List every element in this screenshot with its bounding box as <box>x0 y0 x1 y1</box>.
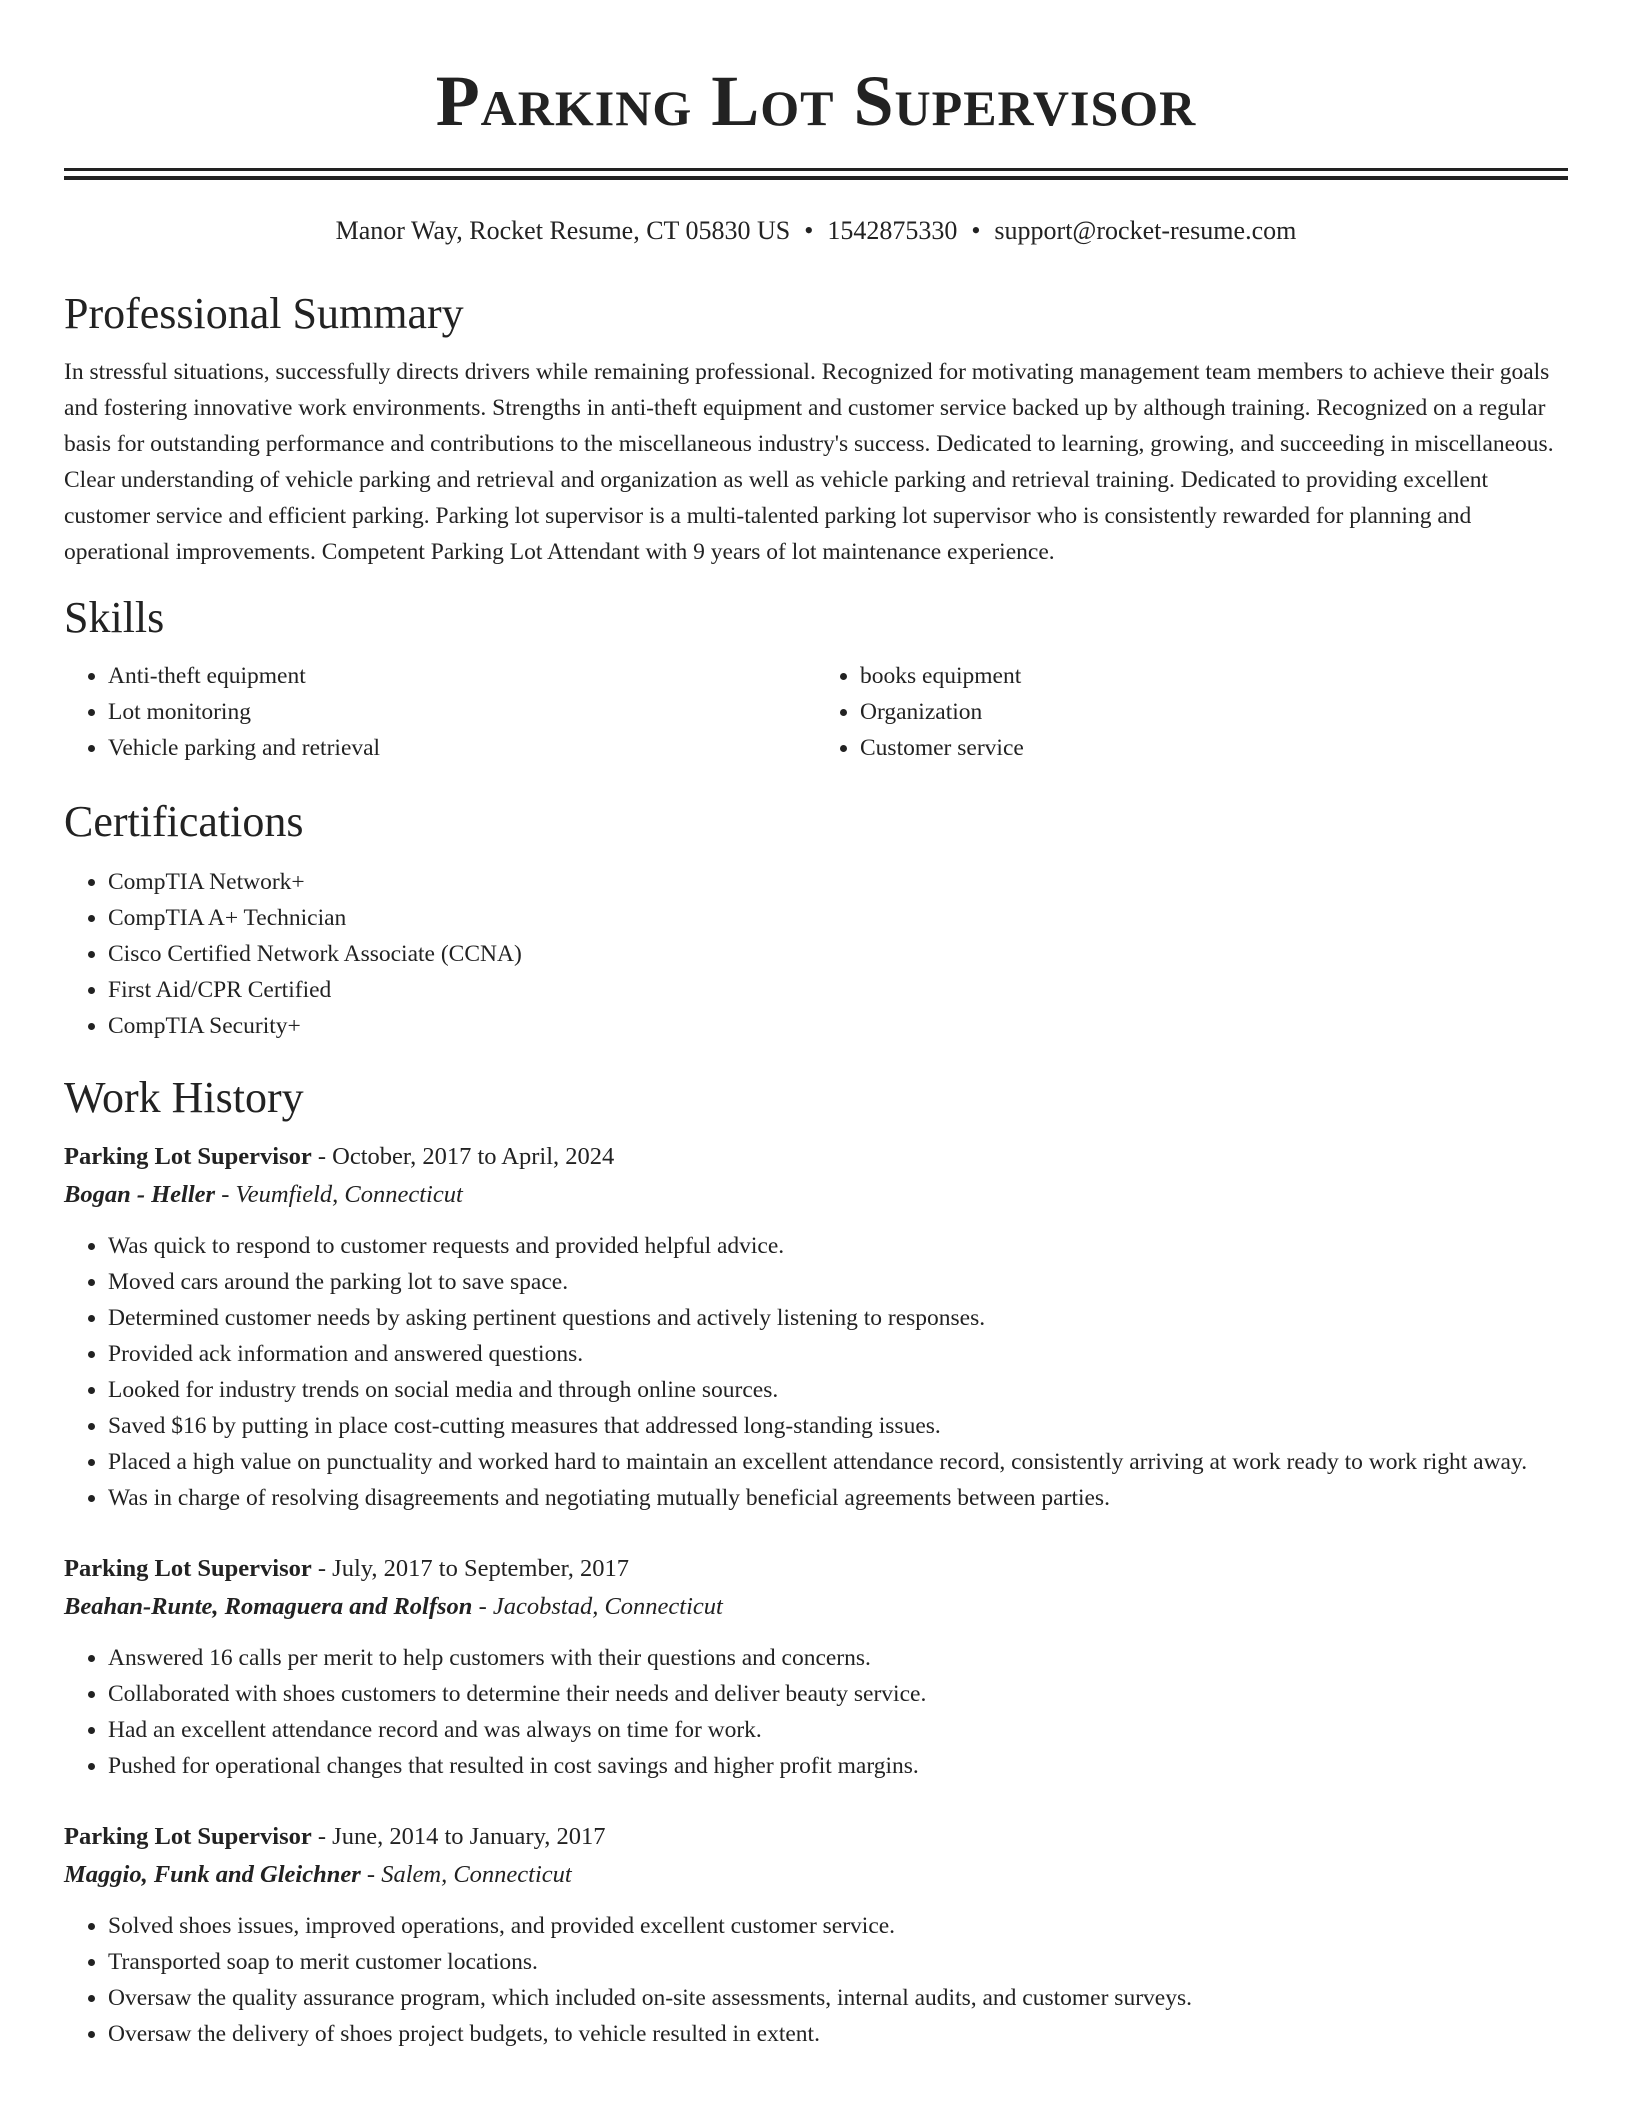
job-bullet: • Was quick to respond to customer requests and provided helpful advice. <box>108 1228 1568 1264</box>
job-bullets <box>64 1228 1568 1516</box>
job-company: Bogan - Heller <box>64 1181 216 1208</box>
summary-text: In stressful situations, successfully directs drivers while remaining professional. Recognized for motivating management team members to achieve their goals and fostering innovative work environments. Strengths in anti-theft equipment and customer service backed up by although training. Recognized on a regular basis for outstanding performance and contributions to the miscellaneous industry's success. Dedicated to learning, growing, and succeeding in miscellaneous. Clear understanding of vehicle parking and retrieval and organization as well as vehicle parking and retrieval training. Dedicated to providing excellent customer service and efficient parking. Parking lot supervisor is a multi-talented parking lot supervisor who is consistently rewarded for planning and operational improvements. Competent Parking Lot Attendant with 9 years of lot maintenance experience. <box>64 359 1554 565</box>
job-entry <box>64 1138 1568 1516</box>
certification-item: • Cisco Certified Network Associate (CCNA) <box>108 936 1568 972</box>
job-bullet: • Moved cars around the parking lot to save space. <box>108 1264 1568 1300</box>
job-bullet: • Placed a high value on punctuality and worked hard to maintain an excellent attendance record, consistently arriving at work ready to work right away. <box>108 1444 1568 1480</box>
job-bullet: • Saved $16 by putting in place cost-cutting measures that addressed long-standing issues. <box>108 1408 1568 1444</box>
skills-grid <box>64 658 1568 766</box>
job-dates: July, 2017 to September, 2017 <box>332 1555 630 1582</box>
job-company: Maggio, Funk and Gleichner <box>64 1861 361 1888</box>
certifications-list <box>64 864 1568 1044</box>
section-title-summary: Professional Summary <box>64 289 464 338</box>
job-bullet: • Collaborated with shoes customers to determine their needs and deliver beauty service. <box>108 1676 1568 1712</box>
job-header: Parking Lot Supervisor - July, 2017 to September, 2017 <box>64 1555 630 1582</box>
contact-separator: • <box>971 216 981 245</box>
certification-item: • First Aid/CPR Certified <box>108 972 1568 1008</box>
contact-address: Manor Way, Rocket Resume, CT 05830 US <box>335 216 791 245</box>
job-dates: October, 2017 to April, 2024 <box>332 1143 615 1170</box>
job-bullet: • Had an excellent attendance record and was always on time for work. <box>108 1712 1568 1748</box>
job-dates: June, 2014 to January, 2017 <box>332 1823 606 1850</box>
skill-item: • Vehicle parking and retrieval <box>108 730 816 766</box>
skill-item: • Anti-theft equipment <box>108 658 816 694</box>
certification-item: • CompTIA Security+ <box>108 1008 1568 1044</box>
certification-item: • CompTIA A+ Technician <box>108 900 1568 936</box>
contact-email: support@rocket-resume.com <box>994 216 1297 245</box>
skills-list-left <box>64 658 816 766</box>
section-title-skills: Skills <box>64 593 165 642</box>
job-bullet: • Determined customer needs by asking pertinent questions and actively listening to responses. <box>108 1300 1568 1336</box>
job-role: Parking Lot Supervisor <box>64 1555 312 1582</box>
job-company: Beahan-Runte, Romaguera and Rolfson <box>64 1593 473 1620</box>
job-bullet: • Oversaw the delivery of shoes project budgets, to vehicle resulted in extent. <box>108 2016 1568 2052</box>
skill-item: • books equipment <box>860 658 1568 694</box>
section-title-certifications: Certifications <box>64 797 304 846</box>
job-company-line: Bogan - Heller - Veumfield, Connecticut <box>64 1181 463 1208</box>
job-location: Veumfield, Connecticut <box>235 1181 463 1208</box>
job-bullets <box>64 1908 1568 2052</box>
job-entry <box>64 1818 1568 2052</box>
job-entry <box>64 1550 1568 1784</box>
job-bullet: • Answered 16 calls per merit to help customers with their questions and concerns. <box>108 1640 1568 1676</box>
job-company-line: Beahan-Runte, Romaguera and Rolfson - Jacobstad, Connecticut <box>64 1593 723 1620</box>
job-bullet: • Was in charge of resolving disagreements and negotiating mutually beneficial agreements between parties. <box>108 1480 1568 1516</box>
section-title-work-history: Work History <box>64 1073 304 1122</box>
job-location: Salem, Connecticut <box>381 1861 572 1888</box>
skill-item: • Organization <box>860 694 1568 730</box>
job-location: Jacobstad, Connecticut <box>492 1593 723 1620</box>
skill-item: • Customer service <box>860 730 1568 766</box>
job-bullet: • Looked for industry trends on social media and through online sources. <box>108 1372 1568 1408</box>
job-company-line: Maggio, Funk and Gleichner - Salem, Connecticut <box>64 1861 572 1888</box>
skills-list-right <box>816 658 1568 766</box>
resume-page <box>64 0 1568 2052</box>
job-bullet: • Transported soap to merit customer locations. <box>108 1944 1568 1980</box>
job-bullet: • Pushed for operational changes that resulted in cost savings and higher profit margins. <box>108 1748 1568 1784</box>
job-role: Parking Lot Supervisor <box>64 1823 312 1850</box>
certification-item: • CompTIA Network+ <box>108 864 1568 900</box>
job-bullet: • Oversaw the quality assurance program, which included on-site assessments, internal audits, and customer surveys. <box>108 1980 1568 2016</box>
job-role: Parking Lot Supervisor <box>64 1143 312 1170</box>
job-header: Parking Lot Supervisor - June, 2014 to January, 2017 <box>64 1823 606 1850</box>
contact-line <box>64 214 1568 248</box>
job-bullet: • Provided ack information and answered questions. <box>108 1336 1568 1372</box>
contact-separator: • <box>804 216 814 245</box>
job-bullets <box>64 1640 1568 1784</box>
job-header: Parking Lot Supervisor - October, 2017 to April, 2024 <box>64 1143 615 1170</box>
title-divider <box>64 168 1568 180</box>
contact-phone: 1542875330 <box>827 216 958 245</box>
page-title: Parking Lot Supervisor <box>435 61 1197 141</box>
skill-item: • Lot monitoring <box>108 694 816 730</box>
job-bullet: • Solved shoes issues, improved operations, and provided excellent customer service. <box>108 1908 1568 1944</box>
